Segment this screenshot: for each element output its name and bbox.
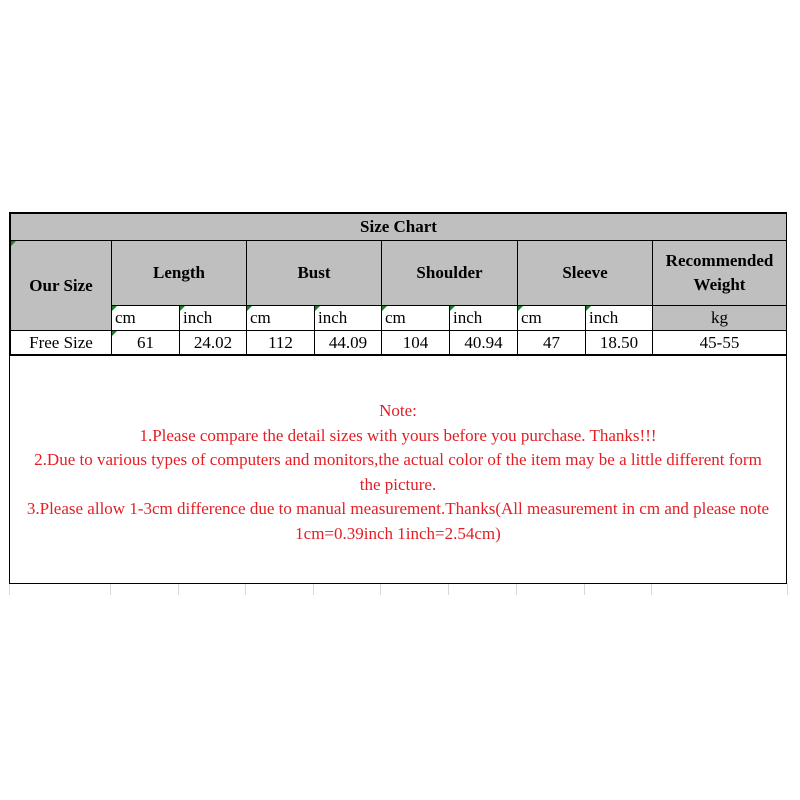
weight-value: 45-55 [653,331,787,356]
length-header: Length [112,241,247,306]
weight-header-line1: Recommended [665,251,774,270]
length-inch-value: 24.02 [180,331,247,356]
note-line-2: 2.Due to various types of computers and monitors,the actual color of the item may be a little different form the picture. [34,450,762,494]
sleeve-cm-value: 47 [518,331,586,356]
weight-header [653,241,787,306]
length-cm-unit: cm [112,306,180,331]
shoulder-inch-unit: inch [450,306,518,331]
our-size-header: Our Size [11,241,112,331]
sleeve-header: Sleeve [518,241,653,306]
chart-title: Size Chart [11,214,787,241]
size-value: Free Size [11,331,112,356]
weight-header-line2: Weight [693,275,746,294]
shoulder-cm-value: 104 [382,331,450,356]
shoulder-cm-unit: cm [382,306,450,331]
note-line-1: 1.Please compare the detail sizes with yours before you purchase. Thanks!!! [139,425,657,445]
sleeve-inch-unit: inch [586,306,653,331]
spreadsheet-gridlines [0,583,800,595]
length-cm-value: 61 [112,331,180,356]
sleeve-cm-unit: cm [518,306,586,331]
note-block [10,354,786,584]
shoulder-header: Shoulder [382,241,518,306]
sleeve-inch-value: 18.50 [586,331,653,356]
note-line-3: 3.Please allow 1-3cm difference due to manual measurement.Thanks(All measurement in cm and please note 1cm=0.39inch 1inch=2.54cm) [26,499,770,543]
bust-header: Bust [247,241,382,306]
bust-cm-unit: cm [247,306,315,331]
note-heading: Note: [379,401,417,420]
size-chart-sheet [9,212,787,584]
bust-cm-value: 112 [247,331,315,356]
weight-kg-unit: kg [653,306,787,331]
length-inch-unit: inch [180,306,247,331]
shoulder-inch-value: 40.94 [450,331,518,356]
size-chart-table [10,214,787,356]
bust-inch-unit: inch [315,306,382,331]
bust-inch-value: 44.09 [315,331,382,356]
